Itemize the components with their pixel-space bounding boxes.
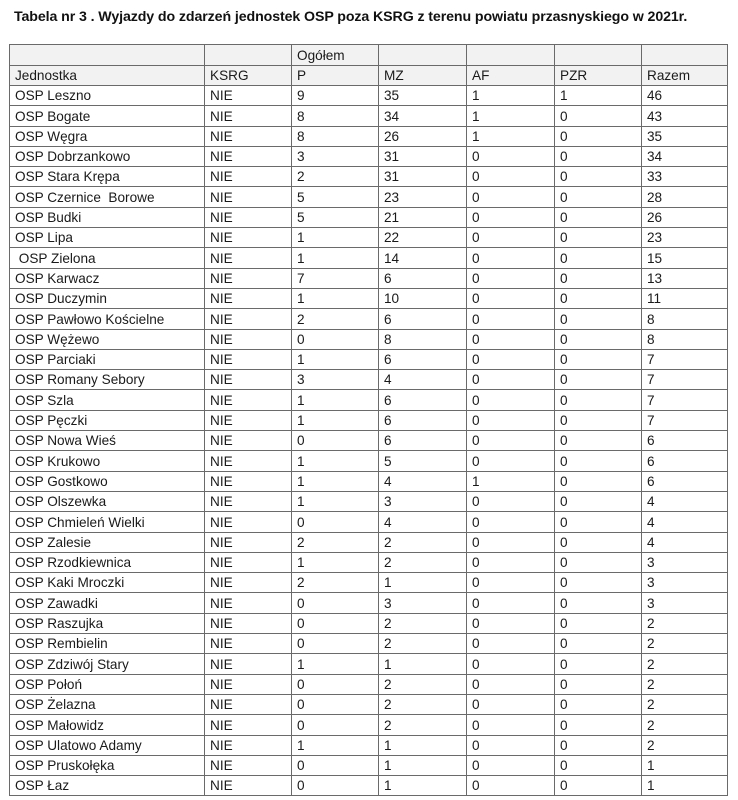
cell-jednostka: OSP Rzodkiewnica	[10, 552, 205, 572]
cell-jednostka: OSP Małowidz	[10, 715, 205, 735]
cell-pzr: 0	[555, 694, 642, 714]
cell-pzr: 0	[555, 187, 642, 207]
cell-pzr: 0	[555, 532, 642, 552]
cell-ksrg: NIE	[205, 228, 292, 248]
cell-mz: 22	[379, 228, 467, 248]
cell-razem: 2	[642, 715, 728, 735]
cell-p: 3	[292, 370, 379, 390]
cell-p: 1	[292, 471, 379, 491]
table-row	[10, 471, 728, 491]
cell-razem: 2	[642, 694, 728, 714]
cell-razem: 1	[642, 755, 728, 775]
cell-ksrg: NIE	[205, 207, 292, 227]
cell-ksrg: NIE	[205, 634, 292, 654]
table-row	[10, 207, 728, 227]
cell-pzr: 0	[555, 431, 642, 451]
header-jednostka: Jednostka	[10, 65, 205, 86]
cell-jednostka: OSP Budki	[10, 207, 205, 227]
cell-af: 0	[467, 532, 555, 552]
cell-razem: 7	[642, 410, 728, 430]
cell-pzr: 0	[555, 512, 642, 532]
cell-af: 0	[467, 715, 555, 735]
cell-jednostka: OSP Olszewka	[10, 491, 205, 511]
cell-p: 2	[292, 309, 379, 329]
cell-jednostka: OSP Chmieleń Wielki	[10, 512, 205, 532]
cell-pzr: 0	[555, 370, 642, 390]
cell-pzr: 0	[555, 207, 642, 227]
cell-p: 5	[292, 207, 379, 227]
cell-ksrg: NIE	[205, 735, 292, 755]
header-p: P	[292, 65, 379, 86]
table-row	[10, 187, 728, 207]
cell-af: 0	[467, 451, 555, 471]
cell-razem: 7	[642, 370, 728, 390]
cell-razem: 8	[642, 309, 728, 329]
cell-af: 0	[467, 573, 555, 593]
cell-mz: 6	[379, 390, 467, 410]
cell-ksrg: NIE	[205, 776, 292, 796]
cell-ksrg: NIE	[205, 532, 292, 552]
cell-ksrg: NIE	[205, 431, 292, 451]
cell-p: 2	[292, 532, 379, 552]
cell-af: 0	[467, 309, 555, 329]
cell-razem: 15	[642, 248, 728, 268]
cell-jednostka: OSP Węgra	[10, 126, 205, 146]
cell-jednostka: OSP Czernice Borowe	[10, 187, 205, 207]
cell-ksrg: NIE	[205, 268, 292, 288]
header-razem: Razem	[642, 65, 728, 86]
cell-af: 0	[467, 776, 555, 796]
cell-mz: 4	[379, 471, 467, 491]
header-af: AF	[467, 65, 555, 86]
cell-p: 1	[292, 248, 379, 268]
cell-jednostka: OSP Dobrzankowo	[10, 146, 205, 166]
cell-jednostka: OSP Pawłowo Kościelne	[10, 309, 205, 329]
cell-jednostka: OSP Ulatowo Adamy	[10, 735, 205, 755]
table-row	[10, 735, 728, 755]
cell-razem: 43	[642, 106, 728, 126]
cell-pzr: 1	[555, 86, 642, 106]
cell-pzr: 0	[555, 593, 642, 613]
cell-af: 0	[467, 167, 555, 187]
cell-mz: 23	[379, 187, 467, 207]
cell-jednostka: OSP Pruskołęka	[10, 755, 205, 775]
cell-ksrg: NIE	[205, 552, 292, 572]
group-header-cell	[642, 45, 728, 66]
cell-razem: 2	[642, 613, 728, 633]
cell-mz: 2	[379, 532, 467, 552]
table-row	[10, 694, 728, 714]
cell-mz: 31	[379, 167, 467, 187]
cell-af: 0	[467, 329, 555, 349]
cell-pzr: 0	[555, 776, 642, 796]
header-pzr: PZR	[555, 65, 642, 86]
table-row	[10, 431, 728, 451]
cell-af: 0	[467, 431, 555, 451]
cell-mz: 14	[379, 248, 467, 268]
cell-pzr: 0	[555, 288, 642, 308]
cell-razem: 2	[642, 654, 728, 674]
cell-ksrg: NIE	[205, 471, 292, 491]
cell-mz: 1	[379, 755, 467, 775]
cell-p: 0	[292, 634, 379, 654]
cell-jednostka: OSP Zawadki	[10, 593, 205, 613]
table-row	[10, 613, 728, 633]
cell-af: 0	[467, 228, 555, 248]
cell-mz: 6	[379, 309, 467, 329]
table-row	[10, 329, 728, 349]
table-row	[10, 410, 728, 430]
table-row	[10, 634, 728, 654]
cell-razem: 7	[642, 349, 728, 369]
cell-mz: 3	[379, 593, 467, 613]
cell-razem: 6	[642, 431, 728, 451]
cell-jednostka: OSP Leszno	[10, 86, 205, 106]
cell-p: 0	[292, 674, 379, 694]
cell-ksrg: NIE	[205, 248, 292, 268]
cell-jednostka: OSP Żelazna	[10, 694, 205, 714]
cell-pzr: 0	[555, 715, 642, 735]
cell-jednostka: OSP Połoń	[10, 674, 205, 694]
cell-ksrg: NIE	[205, 167, 292, 187]
group-header-ogolem: Ogółem	[292, 45, 379, 66]
cell-ksrg: NIE	[205, 288, 292, 308]
cell-p: 1	[292, 228, 379, 248]
group-header-cell	[379, 45, 467, 66]
cell-p: 8	[292, 126, 379, 146]
cell-mz: 21	[379, 207, 467, 227]
cell-ksrg: NIE	[205, 187, 292, 207]
cell-mz: 5	[379, 451, 467, 471]
cell-razem: 3	[642, 573, 728, 593]
cell-pzr: 0	[555, 552, 642, 572]
cell-p: 0	[292, 613, 379, 633]
cell-mz: 26	[379, 126, 467, 146]
cell-ksrg: NIE	[205, 126, 292, 146]
cell-mz: 2	[379, 634, 467, 654]
table-row	[10, 491, 728, 511]
cell-mz: 2	[379, 694, 467, 714]
header-mz: MZ	[379, 65, 467, 86]
cell-pzr: 0	[555, 106, 642, 126]
cell-af: 0	[467, 349, 555, 369]
cell-pzr: 0	[555, 471, 642, 491]
cell-razem: 11	[642, 288, 728, 308]
table-row	[10, 228, 728, 248]
group-header-cell	[10, 45, 205, 66]
cell-jednostka: OSP Nowa Wieś	[10, 431, 205, 451]
cell-af: 0	[467, 552, 555, 572]
cell-p: 1	[292, 288, 379, 308]
cell-jednostka: OSP Karwacz	[10, 268, 205, 288]
cell-razem: 46	[642, 86, 728, 106]
cell-jednostka: OSP Parciaki	[10, 349, 205, 369]
cell-mz: 1	[379, 573, 467, 593]
cell-razem: 26	[642, 207, 728, 227]
table-row	[10, 654, 728, 674]
cell-razem: 35	[642, 126, 728, 146]
cell-jednostka: OSP Stara Krępa	[10, 167, 205, 187]
cell-razem: 34	[642, 146, 728, 166]
cell-jednostka: OSP Krukowo	[10, 451, 205, 471]
cell-razem: 1	[642, 776, 728, 796]
table-row	[10, 776, 728, 796]
cell-ksrg: NIE	[205, 86, 292, 106]
cell-jednostka: OSP Kaki Mroczki	[10, 573, 205, 593]
cell-af: 0	[467, 146, 555, 166]
table-row	[10, 349, 728, 369]
cell-af: 0	[467, 674, 555, 694]
table-row	[10, 552, 728, 572]
cell-mz: 31	[379, 146, 467, 166]
cell-p: 0	[292, 776, 379, 796]
cell-ksrg: NIE	[205, 309, 292, 329]
cell-p: 1	[292, 410, 379, 430]
cell-ksrg: NIE	[205, 755, 292, 775]
cell-af: 0	[467, 634, 555, 654]
cell-p: 3	[292, 146, 379, 166]
cell-af: 0	[467, 187, 555, 207]
cell-p: 0	[292, 694, 379, 714]
cell-p: 1	[292, 349, 379, 369]
cell-ksrg: NIE	[205, 715, 292, 735]
cell-ksrg: NIE	[205, 349, 292, 369]
cell-pzr: 0	[555, 491, 642, 511]
cell-ksrg: NIE	[205, 694, 292, 714]
cell-p: 1	[292, 735, 379, 755]
group-header-cell	[467, 45, 555, 66]
cell-razem: 4	[642, 512, 728, 532]
cell-pzr: 0	[555, 573, 642, 593]
cell-razem: 33	[642, 167, 728, 187]
table-row	[10, 106, 728, 126]
cell-p: 0	[292, 431, 379, 451]
cell-mz: 4	[379, 512, 467, 532]
cell-ksrg: NIE	[205, 512, 292, 532]
cell-mz: 10	[379, 288, 467, 308]
cell-mz: 1	[379, 735, 467, 755]
table-row	[10, 715, 728, 735]
cell-jednostka: OSP Rembielin	[10, 634, 205, 654]
cell-af: 0	[467, 248, 555, 268]
cell-p: 1	[292, 552, 379, 572]
cell-pzr: 0	[555, 451, 642, 471]
cell-p: 1	[292, 491, 379, 511]
cell-p: 0	[292, 755, 379, 775]
cell-af: 0	[467, 755, 555, 775]
table-row	[10, 268, 728, 288]
cell-razem: 2	[642, 634, 728, 654]
cell-ksrg: NIE	[205, 390, 292, 410]
cell-ksrg: NIE	[205, 654, 292, 674]
cell-razem: 7	[642, 390, 728, 410]
cell-af: 0	[467, 613, 555, 633]
cell-af: 0	[467, 512, 555, 532]
cell-af: 0	[467, 491, 555, 511]
column-header-row	[10, 65, 728, 86]
cell-mz: 2	[379, 552, 467, 572]
cell-pzr: 0	[555, 349, 642, 369]
cell-mz: 8	[379, 329, 467, 349]
cell-pzr: 0	[555, 248, 642, 268]
cell-p: 0	[292, 512, 379, 532]
cell-jednostka: OSP Łaz	[10, 776, 205, 796]
cell-af: 0	[467, 735, 555, 755]
cell-af: 0	[467, 390, 555, 410]
cell-razem: 23	[642, 228, 728, 248]
table-caption: Tabela nr 3 . Wyjazdy do zdarzeń jednostek OSP poza KSRG z terenu powiatu przasnyskiego w 2021r.	[14, 9, 688, 25]
cell-af: 0	[467, 694, 555, 714]
cell-af: 0	[467, 268, 555, 288]
cell-p: 1	[292, 451, 379, 471]
cell-razem: 2	[642, 674, 728, 694]
cell-p: 7	[292, 268, 379, 288]
cell-pzr: 0	[555, 309, 642, 329]
header-ksrg: KSRG	[205, 65, 292, 86]
cell-ksrg: NIE	[205, 106, 292, 126]
cell-razem: 13	[642, 268, 728, 288]
cell-p: 0	[292, 329, 379, 349]
cell-jednostka: OSP Romany Sebory	[10, 370, 205, 390]
cell-jednostka: OSP Pęczki	[10, 410, 205, 430]
group-header-row	[10, 45, 728, 66]
cell-pzr: 0	[555, 329, 642, 349]
cell-p: 0	[292, 593, 379, 613]
table-row	[10, 512, 728, 532]
cell-mz: 34	[379, 106, 467, 126]
cell-ksrg: NIE	[205, 451, 292, 471]
cell-razem: 3	[642, 552, 728, 572]
cell-mz: 6	[379, 431, 467, 451]
cell-mz: 2	[379, 613, 467, 633]
cell-jednostka: OSP Raszujka	[10, 613, 205, 633]
cell-p: 9	[292, 86, 379, 106]
table-row	[10, 451, 728, 471]
cell-mz: 1	[379, 776, 467, 796]
cell-razem: 28	[642, 187, 728, 207]
cell-p: 5	[292, 187, 379, 207]
cell-pzr: 0	[555, 735, 642, 755]
cell-af: 0	[467, 593, 555, 613]
cell-jednostka: OSP Zielona	[10, 248, 205, 268]
cell-pzr: 0	[555, 167, 642, 187]
cell-p: 2	[292, 573, 379, 593]
table-row	[10, 126, 728, 146]
cell-pzr: 0	[555, 126, 642, 146]
cell-mz: 3	[379, 491, 467, 511]
cell-jednostka: OSP Zalesie	[10, 532, 205, 552]
cell-ksrg: NIE	[205, 613, 292, 633]
cell-pzr: 0	[555, 146, 642, 166]
cell-razem: 6	[642, 471, 728, 491]
cell-af: 0	[467, 654, 555, 674]
table-row	[10, 755, 728, 775]
cell-pzr: 0	[555, 268, 642, 288]
cell-jednostka: OSP Szla	[10, 390, 205, 410]
cell-mz: 6	[379, 410, 467, 430]
table-row	[10, 288, 728, 308]
cell-af: 1	[467, 126, 555, 146]
cell-mz: 35	[379, 86, 467, 106]
table-row	[10, 573, 728, 593]
cell-razem: 4	[642, 491, 728, 511]
cell-af: 0	[467, 288, 555, 308]
cell-jednostka: OSP Lipa	[10, 228, 205, 248]
cell-p: 1	[292, 390, 379, 410]
cell-af: 1	[467, 86, 555, 106]
cell-p: 1	[292, 654, 379, 674]
table-row	[10, 248, 728, 268]
table-row	[10, 674, 728, 694]
cell-p: 8	[292, 106, 379, 126]
cell-pzr: 0	[555, 228, 642, 248]
cell-mz: 4	[379, 370, 467, 390]
cell-razem: 8	[642, 329, 728, 349]
cell-ksrg: NIE	[205, 573, 292, 593]
cell-jednostka: OSP Bogate	[10, 106, 205, 126]
cell-af: 0	[467, 410, 555, 430]
cell-ksrg: NIE	[205, 491, 292, 511]
cell-jednostka: OSP Zdziwój Stary	[10, 654, 205, 674]
cell-pzr: 0	[555, 674, 642, 694]
cell-ksrg: NIE	[205, 329, 292, 349]
cell-ksrg: NIE	[205, 593, 292, 613]
cell-ksrg: NIE	[205, 370, 292, 390]
cell-p: 2	[292, 167, 379, 187]
cell-pzr: 0	[555, 613, 642, 633]
table-row	[10, 532, 728, 552]
cell-razem: 4	[642, 532, 728, 552]
cell-mz: 6	[379, 349, 467, 369]
cell-mz: 6	[379, 268, 467, 288]
cell-af: 0	[467, 370, 555, 390]
cell-pzr: 0	[555, 654, 642, 674]
table-row	[10, 370, 728, 390]
cell-jednostka: OSP Wężewo	[10, 329, 205, 349]
cell-mz: 2	[379, 715, 467, 735]
table-row	[10, 167, 728, 187]
table-row	[10, 593, 728, 613]
cell-pzr: 0	[555, 755, 642, 775]
cell-razem: 3	[642, 593, 728, 613]
table-row	[10, 390, 728, 410]
cell-ksrg: NIE	[205, 410, 292, 430]
cell-af: 1	[467, 471, 555, 491]
cell-p: 0	[292, 715, 379, 735]
data-table	[9, 44, 728, 796]
cell-pzr: 0	[555, 634, 642, 654]
cell-jednostka: OSP Duczymin	[10, 288, 205, 308]
group-header-cell	[555, 45, 642, 66]
cell-razem: 2	[642, 735, 728, 755]
cell-mz: 1	[379, 654, 467, 674]
cell-pzr: 0	[555, 390, 642, 410]
group-header-cell	[205, 45, 292, 66]
table-row	[10, 86, 728, 106]
cell-af: 1	[467, 106, 555, 126]
cell-jednostka: OSP Gostkowo	[10, 471, 205, 491]
cell-pzr: 0	[555, 410, 642, 430]
cell-razem: 6	[642, 451, 728, 471]
table-row	[10, 309, 728, 329]
cell-af: 0	[467, 207, 555, 227]
cell-mz: 2	[379, 674, 467, 694]
cell-ksrg: NIE	[205, 146, 292, 166]
table-row	[10, 146, 728, 166]
cell-ksrg: NIE	[205, 674, 292, 694]
